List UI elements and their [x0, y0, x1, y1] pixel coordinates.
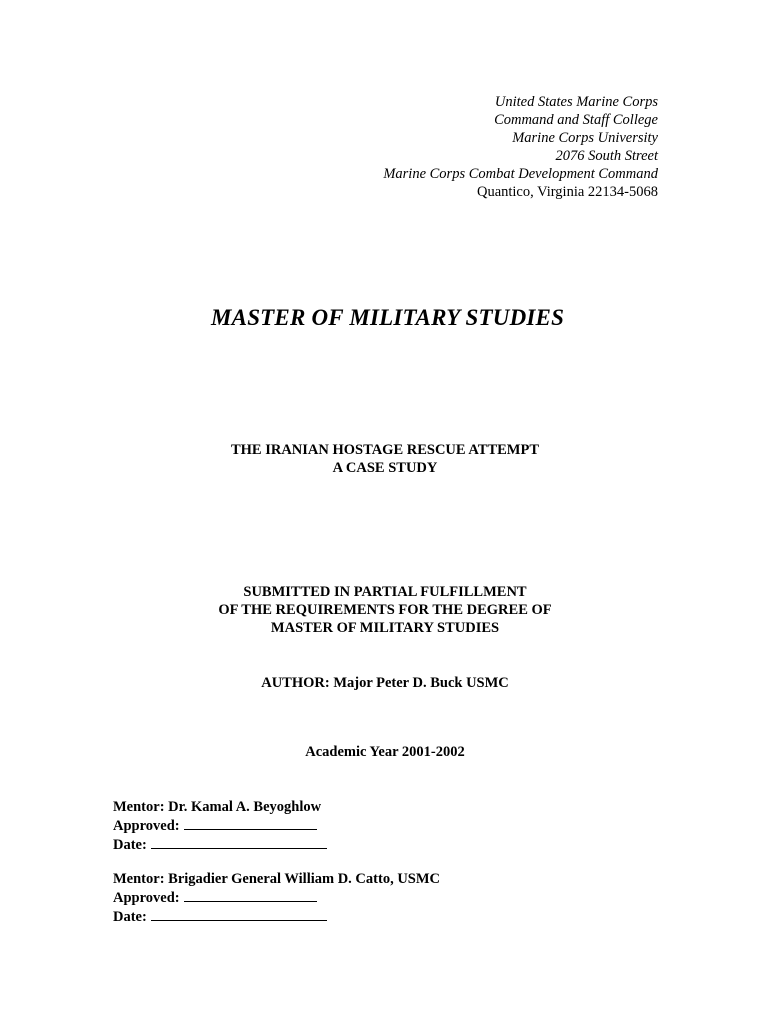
approval-signature-line: [184, 888, 317, 902]
submission-line-2: OF THE REQUIREMENTS FOR THE DEGREE OF: [218, 602, 552, 618]
approved-row: [113, 888, 440, 907]
address-line-5: Marine Corps Combat Development Command: [383, 166, 658, 182]
address-line-6: Quantico, Virginia 22134-5068: [476, 184, 658, 200]
approval-signature-line: [184, 816, 317, 830]
mentor-name: Mentor: Brigadier General William D. Catto, USMC: [113, 871, 441, 887]
approved-row: [113, 816, 327, 835]
author-line: [0, 674, 770, 692]
address-line-3: Marine Corps University: [512, 130, 658, 146]
date-signature-line: [151, 907, 327, 921]
approved-label: Approved:: [113, 890, 180, 906]
study-title-line-2: A CASE STUDY: [332, 460, 438, 476]
address-line-1: United States Marine Corps: [494, 94, 658, 110]
submission-line-3: MASTER OF MILITARY STUDIES: [270, 620, 500, 636]
mentor-name: Mentor: Dr. Kamal A. Beyoghlow: [113, 799, 322, 815]
mentor-block-1: [113, 798, 327, 854]
date-label: Date:: [113, 837, 147, 853]
author-text: AUTHOR: Major Peter D. Buck USMC: [261, 675, 509, 691]
program-title: MASTER OF MILITARY STUDIES: [211, 305, 565, 330]
academic-year: [0, 743, 770, 761]
address-line-2: Command and Staff College: [494, 112, 658, 128]
institution-address: [383, 93, 658, 201]
study-title: [0, 441, 770, 477]
submission-statement: [0, 583, 770, 637]
date-label: Date:: [113, 909, 147, 925]
academic-year-text: Academic Year 2001-2002: [305, 744, 465, 760]
submission-line-1: SUBMITTED IN PARTIAL FULFILLMENT: [243, 584, 527, 600]
study-title-line-1: THE IRANIAN HOSTAGE RESCUE ATTEMPT: [230, 442, 540, 458]
date-row: [113, 835, 327, 854]
date-signature-line: [151, 835, 327, 849]
address-line-4: 2076 South Street: [555, 148, 658, 164]
mentor-block-2: [113, 870, 440, 926]
approved-label: Approved:: [113, 818, 180, 834]
date-row: [113, 907, 440, 926]
